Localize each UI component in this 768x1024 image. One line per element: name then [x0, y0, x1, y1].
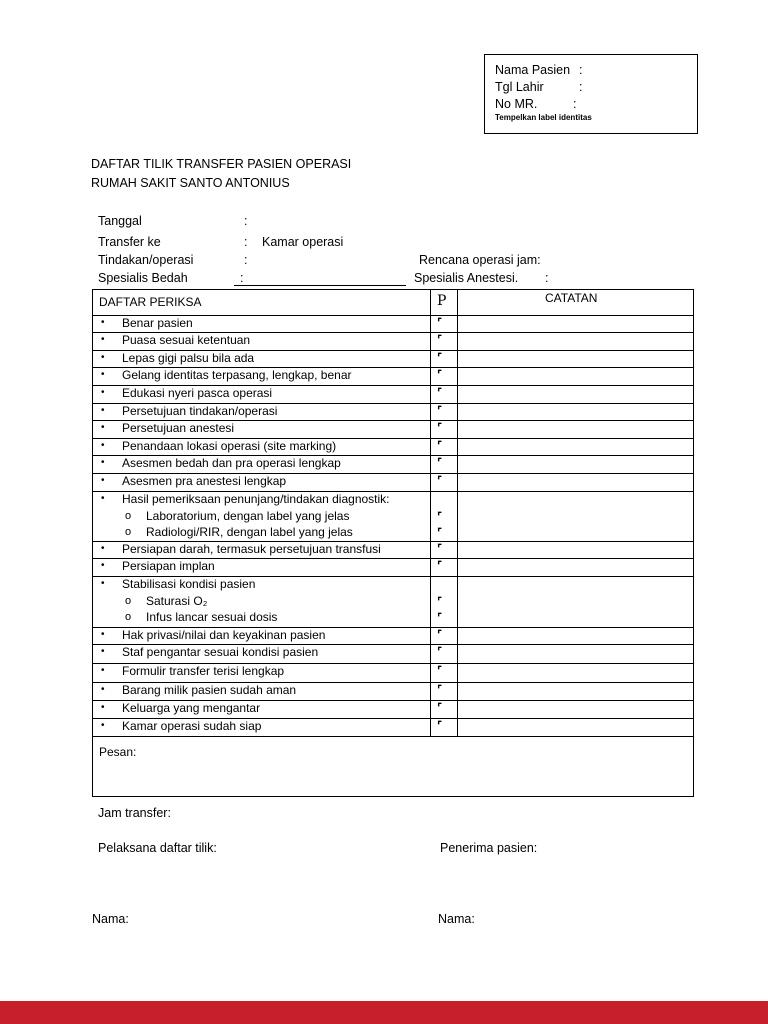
field-transfer-value: Kamar operasi [262, 235, 344, 249]
field-tanggal-colon: : [244, 214, 248, 228]
bullet-icon: • [101, 665, 105, 676]
checkbox-icon[interactable]: ⌜ [437, 456, 443, 469]
pesan-label: Pesan: [99, 745, 137, 759]
checklist-item-label: Persetujuan tindakan/operasi [122, 404, 278, 418]
row-divider [93, 736, 693, 737]
checkbox-icon[interactable]: ⌜ [437, 510, 443, 523]
bullet-icon: • [101, 475, 105, 486]
checkbox-icon[interactable]: ⌜ [437, 316, 443, 329]
field-tindakan-colon: : [244, 253, 248, 267]
bullet-icon: • [101, 684, 105, 695]
bullet-icon: • [101, 457, 105, 468]
checklist-item-label: Benar pasien [122, 316, 193, 330]
nama-left-label: Nama: [92, 912, 129, 926]
checkbox-icon[interactable]: ⌜ [437, 611, 443, 624]
checkbox-icon[interactable]: ⌜ [437, 719, 443, 732]
checkbox-icon[interactable]: ⌜ [437, 683, 443, 696]
checklist-item-label: Edukasi nyeri pasca operasi [122, 386, 273, 400]
checkbox-icon[interactable]: ⌜ [437, 701, 443, 714]
id-tgl-label: Tgl Lahir [495, 80, 544, 94]
field-spesialis-anestesi-label: Spesialis Anestesi. [414, 271, 519, 285]
spesialis-bedah-underline [234, 285, 406, 286]
id-tgl-colon: : [579, 80, 583, 94]
doc-title-line2: RUMAH SAKIT SANTO ANTONIUS [91, 176, 290, 190]
bullet-icon: • [101, 702, 105, 713]
field-spesialis-bedah-colon: : [240, 271, 244, 285]
penerima-label: Penerima pasien: [440, 841, 538, 855]
id-row-no-mr [495, 97, 576, 111]
sub-bullet-icon: o [125, 510, 132, 522]
checklist-item-label: Keluarga yang mengantar [122, 701, 261, 715]
header-daftar-periksa: DAFTAR PERIKSA [99, 295, 202, 309]
id-mr-colon: : [573, 97, 577, 111]
bottom-red-bar [0, 1001, 768, 1024]
checklist-subitem-label: Laboratorium, dengan label yang jelas [146, 509, 350, 523]
checklist-item-label: Persiapan darah, termasuk persetujuan transfusi [122, 542, 381, 556]
col-divider-2 [457, 290, 458, 736]
checkbox-icon[interactable]: ⌜ [437, 404, 443, 417]
checklist-item-label: Hak privasi/nilai dan keyakinan pasien [122, 628, 326, 642]
bullet-icon: • [101, 440, 105, 451]
checkbox-icon[interactable]: ⌜ [437, 368, 443, 381]
checkbox-icon[interactable]: ⌜ [437, 645, 443, 658]
checklist-item-label: Staf pengantar sesuai kondisi pasien [122, 645, 319, 659]
checklist-table [92, 289, 694, 797]
bullet-icon: • [101, 405, 105, 416]
checkbox-icon[interactable]: ⌜ [437, 386, 443, 399]
checklist-item-label: Barang milik pasien sudah aman [122, 683, 297, 697]
identity-label-box [484, 54, 698, 134]
field-transfer-label: Transfer ke [98, 235, 161, 249]
bullet-icon: • [101, 720, 105, 731]
checkbox-icon[interactable]: ⌜ [437, 664, 443, 677]
pelaksana-label: Pelaksana daftar tilik: [98, 841, 217, 855]
bullet-icon: • [101, 560, 105, 571]
checkbox-icon[interactable]: ⌜ [437, 333, 443, 346]
bullet-icon: • [101, 629, 105, 640]
checklist-item-label: Persiapan implan [122, 559, 215, 573]
bullet-icon: • [101, 317, 105, 328]
header-check: P [437, 293, 447, 309]
bullet-icon: • [101, 543, 105, 554]
bullet-icon: • [101, 422, 105, 433]
checklist-item-label: Kamar operasi sudah siap [122, 719, 262, 733]
bullet-icon: • [101, 646, 105, 657]
checklist-item-label: Gelang identitas terpasang, lengkap, benar [122, 368, 352, 382]
checkbox-icon[interactable]: ⌜ [437, 526, 443, 539]
checkbox-icon[interactable]: ⌜ [437, 559, 443, 572]
sub-bullet-icon: o [125, 611, 132, 623]
bullet-icon: • [101, 369, 105, 380]
sub-bullet-icon: o [125, 526, 132, 538]
field-tanggal-label: Tanggal [98, 214, 142, 228]
bullet-icon: • [101, 387, 105, 398]
checklist-item-label: Puasa sesuai ketentuan [122, 333, 251, 347]
bullet-icon: • [101, 578, 105, 589]
col-divider-1 [430, 290, 431, 736]
nama-right-label: Nama: [438, 912, 475, 926]
checklist-item-label: Stabilisasi kondisi pasien [122, 577, 256, 591]
checkbox-icon[interactable]: ⌜ [437, 421, 443, 434]
checklist-item-label: Hasil pemeriksaan penunjang/tindakan diagnostik: [122, 492, 390, 506]
checklist-subitem-label: Saturasi O₂ [146, 594, 208, 608]
checklist-subitem-label: Radiologi/RIR, dengan label yang jelas [146, 525, 353, 539]
checklist-item-label: Penandaan lokasi operasi (site marking) [122, 439, 337, 453]
checklist-item-label: Asesmen pra anestesi lengkap [122, 474, 287, 488]
jam-transfer-label: Jam transfer: [98, 806, 171, 820]
checkbox-icon[interactable]: ⌜ [437, 595, 443, 608]
checklist-item-label: Asesmen bedah dan pra operasi lengkap [122, 456, 341, 470]
checkbox-icon[interactable]: ⌜ [437, 439, 443, 452]
checkbox-icon[interactable]: ⌜ [437, 628, 443, 641]
checklist-item-label: Persetujuan anestesi [122, 421, 235, 435]
field-rencana-label: Rencana operasi jam: [419, 253, 541, 267]
id-nama-colon: : [579, 63, 583, 77]
checkbox-icon[interactable]: ⌜ [437, 542, 443, 555]
id-nama-label: Nama Pasien [495, 63, 571, 77]
field-spesialis-anestesi-colon: : [545, 271, 549, 285]
header-catatan: CATATAN [545, 291, 598, 305]
field-tindakan-label: Tindakan/operasi [98, 253, 194, 267]
bullet-icon: • [101, 352, 105, 363]
id-mr-label: No MR. [495, 97, 538, 111]
checkbox-icon[interactable]: ⌜ [437, 474, 443, 487]
doc-title-line1: DAFTAR TILIK TRANSFER PASIEN OPERASI [91, 157, 352, 171]
field-spesialis-bedah-label: Spesialis Bedah [98, 271, 188, 285]
bullet-icon: • [101, 334, 105, 345]
checkbox-icon[interactable]: ⌜ [437, 351, 443, 364]
checklist-item-label: Formulir transfer terisi lengkap [122, 664, 285, 678]
id-row-tgl-lahir [495, 80, 582, 94]
id-note: Tempelkan label identitas [495, 113, 592, 122]
checklist-item-label: Lepas gigi palsu bila ada [122, 351, 255, 365]
field-transfer-colon: : [244, 235, 248, 249]
bullet-icon: • [101, 493, 105, 504]
sub-bullet-icon: o [125, 595, 132, 607]
checklist-subitem-label: Infus lancar sesuai dosis [146, 610, 278, 624]
id-row-nama [495, 63, 582, 77]
